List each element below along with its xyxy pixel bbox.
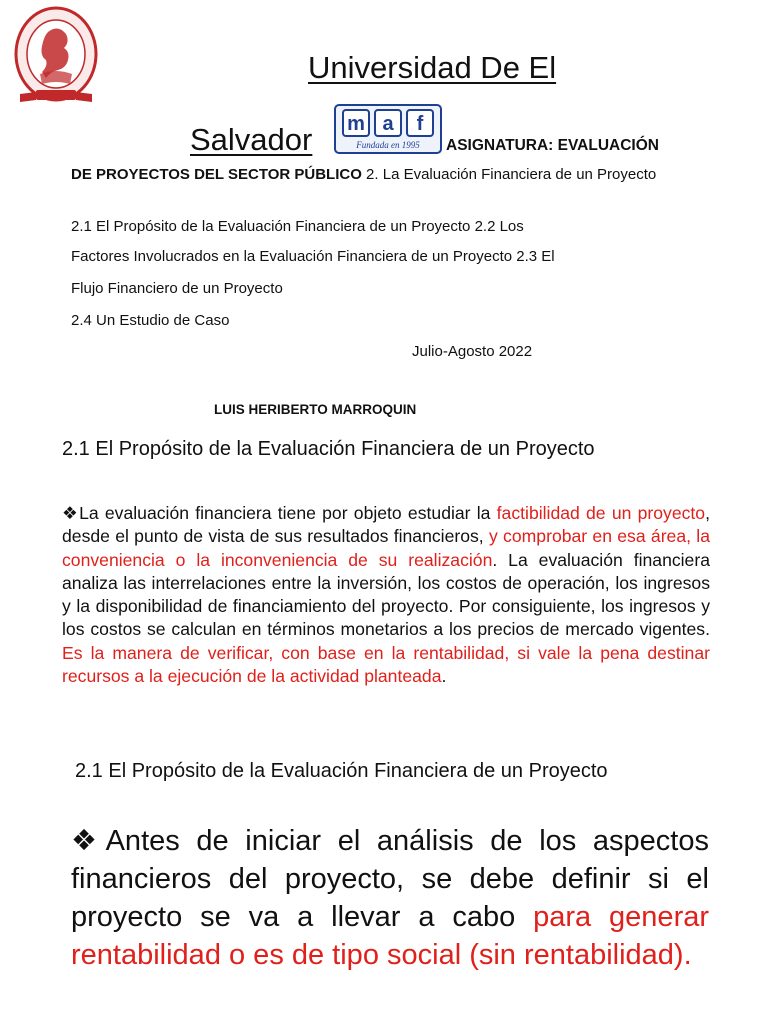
toc-line-3: Flujo Financiero de un Proyecto [71, 280, 283, 297]
maf-logo [334, 104, 442, 154]
subject-label: ASIGNATURA: EVALUACIÓN [446, 137, 659, 154]
section2-body: ❖Antes de iniciar el análisis de los aspectos financieros del proyecto, se debe definir si el proyecto se va a llevar a cabo para generar rentabilidad o es de tipo social (sin rentabilidad). [71, 825, 710, 971]
diamond-bullet-icon: ❖ [71, 825, 106, 857]
maf-tagline: Fundada en 1995 [356, 140, 420, 150]
author-name: LUIS HERIBERTO MARROQUIN [214, 402, 417, 417]
maf-letter-m: m [347, 113, 365, 135]
emphasis-text: Es la manera de verificar, con base en la rentabilidad, si vale la pena destinar recursos a la ejecución de la actividad planteada [62, 642, 710, 687]
toc-line-4: 2.4 Un Estudio de Caso [71, 312, 230, 329]
subject-title-bold: DE PROYECTOS DEL SECTOR PÚBLICO [71, 166, 362, 183]
emphasis-text: y comprobar en esa área, la conveniencia o la inconveniencia de su realización [62, 526, 710, 570]
university-seal-logo [10, 4, 102, 112]
section1-body: ❖La evaluación financiera tiene por objeto estudiar la factibilidad de un proyecto, desde el punto de vista de sus resultados financieros, y comprobar en esa área, la conveniencia o la inconveniencia de su realización. La evaluación financiera analiza las interrelaciones entre la inversión, los costos de operación, los ingresos y la disponibilidad de financiamiento del proyecto. Por consiguiente, los ingresos y los costos se calculan en términos monetarios a los precios de mercado vigentes. Es la manera de verificar, con base en la rentabilidad, si vale la pena destinar recursos a la ejecución de la actividad planteada. [62, 503, 710, 687]
subject-title-rest: 2. La Evaluación Financiera de un Proyecto [361, 166, 657, 183]
diamond-bullet-icon: ❖ [62, 503, 80, 523]
section1-heading: 2.1 El Propósito de la Evaluación Financiera de un Proyecto [62, 438, 595, 460]
emphasis-text: factibilidad de un proyecto [496, 503, 706, 523]
university-title-line1: Universidad De El [308, 50, 557, 85]
maf-letter-f: f [416, 113, 424, 135]
toc-line-2: Factores Involucrados en la Evaluación Financiera de un Proyecto 2.3 El [71, 248, 555, 265]
document-date: Julio-Agosto 2022 [412, 343, 533, 360]
maf-letter-a: a [382, 113, 394, 135]
university-title-line2: Salvador [190, 122, 313, 157]
toc-line-1: 2.1 El Propósito de la Evaluación Financiera de un Proyecto 2.2 Los [71, 218, 524, 235]
section2-heading: 2.1 El Propósito de la Evaluación Financiera de un Proyecto [75, 760, 608, 782]
subject-title [71, 165, 671, 185]
emphasis-text: para generar rentabilidad o es de tipo social (sin rentabilidad). [71, 901, 710, 971]
